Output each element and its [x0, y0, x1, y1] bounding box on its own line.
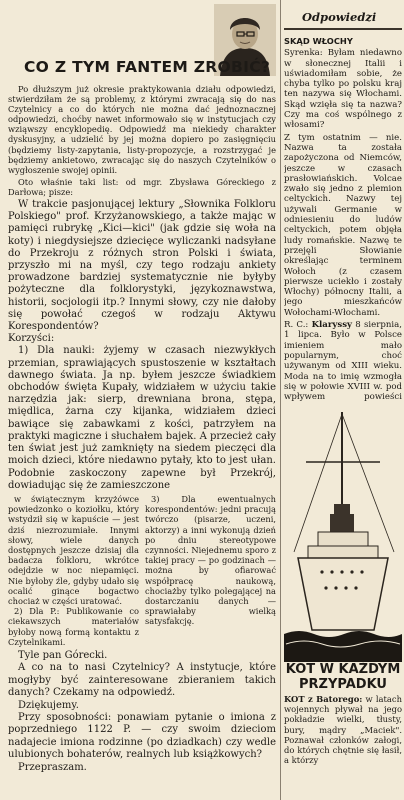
main-article: [2, 0, 278, 800]
answers-column: [284, 0, 402, 800]
header-rule: [284, 28, 402, 30]
column-divider: [280, 0, 281, 800]
article-footer: [8, 650, 276, 774]
kot-body: w latach wojennych pływał na jego pokładzie wielki, tłusty, bury, mądry „Maciek". Poznawał członków załogi, do których chętnie się łasił, a którzy: [284, 694, 402, 766]
point2-paragraph: 2) Dla P.: Publikowanie co ciekawszych materiałów byłoby nową formą kontaktu z Czytelnikami.: [8, 606, 139, 647]
two-col-section: [8, 494, 276, 647]
col-left-text: w świątecznym krzyżówce powiedzonko o koziołku, który wstydził się w kapuście — jest dziś niezrozumiałe. Innymi słowy, wiele danych dostępnych jeszcze dzisiaj dla badacza folkloru, wkrótce odejdzie w noc niepamięci. Nie byłoby źle, gdyby udało się ocalić ginące bogactwo chociaż w części uratować.: [8, 493, 139, 606]
skad-question: Syrenka: Byłam niedawno w słonecznej Italii i uświadomiłam sobie, że chyba tylko po polsku kraj ten nazywa się Włochami. Skąd wzięła się ta nazwa? Czy ma coś wspólnego z włosami?: [284, 48, 402, 131]
skad-title: SKĄD WŁOCHY: [284, 36, 353, 46]
point1-paragraph: 1) Dla nauki: żyjemy w czasach niezwykłych przemian, sprawiających spustoszenie w kształtach dawnego świata. Ja np. byłem jeszcze świadkiem obchodów święta Kupały, widziałem w użyciu takie narzędzia jak: sierp, drewniana brona, stępa, międlica, żarna czy kijanka, widziałem dzieci bawiące się zabawkami z kości, patrzyłem na praktyki magiczne i słuchałem bajek. A przecież cały ten świat jest już zamknięty na siedem pieczęci dla moich dzieci, które niedawno pytały, kto to jest ułan. Podobnie zaskoczony zapewne był Przekrój, dowiadując się że zamieszczone: [8, 345, 276, 491]
thanks: Dziękujemy.: [18, 699, 79, 711]
article-title: CO Z TYM FANTEM ZROBIĆ?: [24, 58, 271, 76]
ship-illustration: [284, 402, 402, 662]
intro-paragraph: Po dłuższym już okresie praktykowania działu odpowiedzi, stwierdziłam że są problemy, z którymi zwracają się do nas Czytelnicy a co do których nie można dać jednoznacznej odpowiedzi, choćby nawet informowało się w instytucjach czy wziąwszy encyklopedię. Odpowiedź ma niekiedy charakter dyskusyjny, a udzielić by jej można dopiero po zasięgnięciu (będziemy listy-zapytania, listy-propozycje, a rozstrzygać je będziemy ankietowo, zwracając się do naszych Czytelników o wygłoszenie swojej opinii.: [8, 84, 276, 175]
letter-block: [8, 199, 276, 492]
klaryssa-initials: R. C.:: [284, 320, 309, 331]
col-left: [8, 494, 139, 647]
intro2-paragraph: Oto właśnie taki list: od mgr. Zbysława Góreckiego z Darłowa; pisze:: [8, 176, 276, 197]
klaryssa-name: Klaryssy: [311, 320, 353, 331]
przy-paragraph: Przy sposobności: ponawiam pytanie o imiona z poprzedniego 1122 P. — czy swoim dzieciom nadajecie imiona rodzinne (po dziadkach) czy wedle ulubionych bohaterów, realnych lub książkowych?: [8, 711, 276, 761]
question-paragraph: A co na to nasi Czytelnicy? A instytucje, które mogłyby być zainteresowane zbieraniem takich danych? Czekamy na odpowiedź.: [8, 662, 276, 699]
answers-header: Odpowiedzi: [302, 10, 377, 24]
article-body: [8, 84, 276, 774]
col-right: [145, 494, 276, 647]
skad-answer: Z tym ostatnim — nie. Nazwa ta została zapożyczona od Niemców, jeszcze w czasach prasłowiańskich. Volcae zwało się jedno z plemion celtyckich. Nazwy tej używali Germanie w odniesieniu do ludów celtyckich, potem objęła ludy romańskie. Nazwę te przejęli Słowianie określając terminem Wołoch (z czasem pierwsze uciekło i zostały Włochy) północny Italii, a jego mieszkańców Wołochami-Włochami.: [284, 132, 402, 318]
letter-paragraph: W trakcie pasjonującej lektury „Słownika Folkloru Polskiego" prof. Krzyżanowskiego, a także mając w pamięci rubrykę „Kici—kici" (jak gdzie się woła na koty) i niegdysiejsze dziecięce wyliczanki nadsyłane do Przekroju z różnych stron Polski i świata, przyszło mi na myśl, czy tego rodzaju ankiety prowadzone bardziej systematycznie nie byłyby pożyteczne dla folklorystyki, językoznawstwa, historii, socjologii itp.? Innymi słowy, czy nie dałoby się powołać czegoś w rodzaju Aktywu Korespondentów?: [8, 199, 276, 333]
sorry: Przepraszam.: [18, 761, 87, 773]
klaryssa-body: 8 sierpnia, 1 lipca. Było w Polsce imieniem mało popularnym, choć używanym od XIII wieku. Moda na to imię wzmogła się w połowie XVIII w. pod wpływem powieści: [284, 320, 402, 403]
kot-section: [284, 662, 402, 765]
kot-title: KOT W KAŻDYM PRZYPADKU: [285, 662, 401, 692]
kot-lead: KOT z Batorego:: [284, 694, 363, 704]
point3-paragraph: 3) Dla ewentualnych korespondentów: jedni pracują twórczo (pisarze, uczeni, aktorzy) a inni wykonują dzień po dniu stereotypowe czynności. Niejednemu sporo z takiej pracy — po godzinach — można by ofiarować współpracę naukową, chociażby tylko polegającej na dostarczaniu danych — sprawiałaby wielką satysfakcję.: [145, 493, 276, 627]
signoff: Tyle pan Górecki.: [18, 649, 108, 661]
korzysci-label: Korzyści:: [8, 333, 55, 345]
